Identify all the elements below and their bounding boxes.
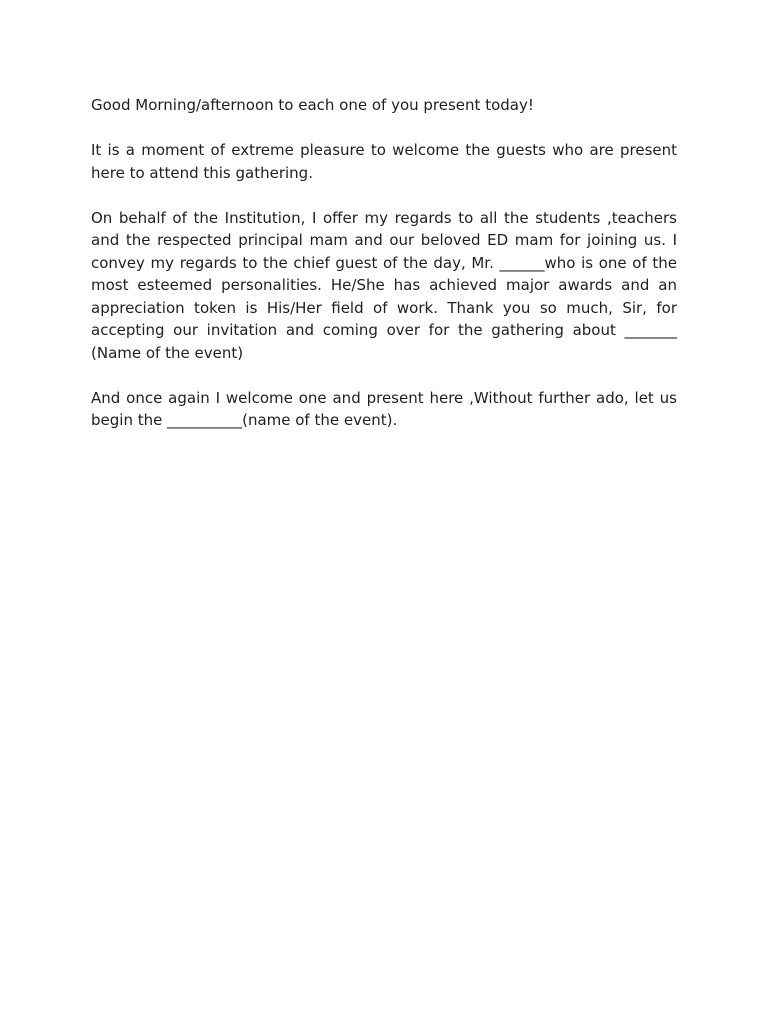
document-body <box>91 94 677 454</box>
greeting-paragraph: Good Morning/afternoon to each one of you present today! <box>91 96 534 114</box>
welcome-paragraph: It is a moment of extreme pleasure to welcome the guests who are present here to attend this gathering. <box>91 141 677 182</box>
closing-paragraph: And once again I welcome one and present here ,Without further ado, let us begin the __________(name of the event). <box>91 388 677 429</box>
regards-paragraph: On behalf of the Institution, I offer my regards to all the students ,teachers and the respected principal mam and our beloved ED mam for joining us. I convey my regards to the chief guest of the day, Mr. ______who is one of the most esteemed personalities. He/She has achieved major awards and an appreciation token is His/Her field of work. Thank you so much, Sir, for accepting our invitation and coming over for the gathering about _______ (Name of the event) <box>91 208 677 362</box>
